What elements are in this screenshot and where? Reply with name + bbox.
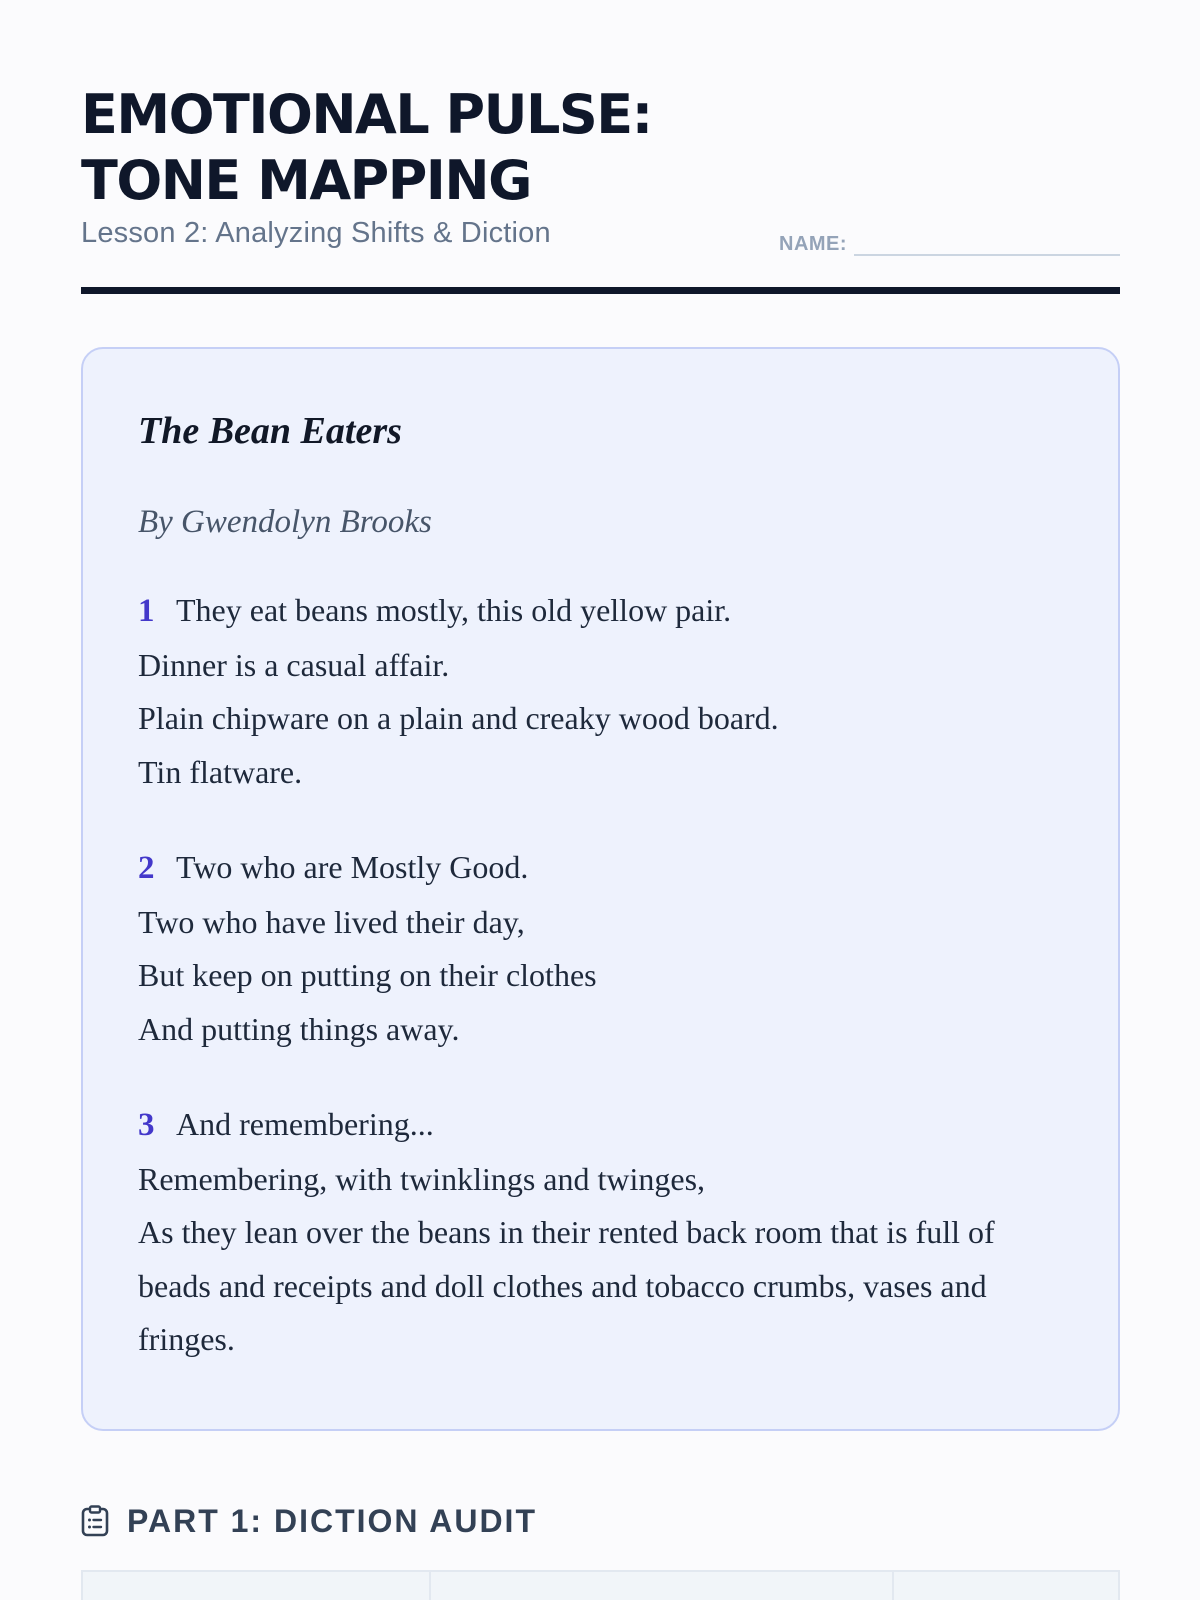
stanza-number: 3 bbox=[138, 1107, 155, 1143]
page-title-line-2: TONE MAPPING bbox=[81, 149, 531, 212]
stanza-line: But keep on putting on their clothes bbox=[138, 957, 597, 993]
stanza-line: Dinner is a casual affair. bbox=[138, 646, 450, 683]
line-text: And remembering... bbox=[176, 1106, 434, 1142]
line-text: They eat beans mostly, this old yellow pair. bbox=[176, 592, 732, 628]
table-column-divider bbox=[892, 1572, 894, 1600]
page-title-line-1: EMOTIONAL PULSE: bbox=[81, 83, 652, 146]
stanza-3 bbox=[138, 1098, 1068, 1367]
poem-author: By Gwendolyn Brooks bbox=[138, 504, 432, 540]
name-field[interactable] bbox=[779, 227, 1120, 257]
stanza-number: 2 bbox=[138, 850, 155, 886]
worksheet-header bbox=[81, 82, 1120, 294]
name-input-line[interactable] bbox=[854, 254, 1120, 256]
part-1-title: PART 1: DICTION AUDIT bbox=[127, 1503, 537, 1539]
stanza-1 bbox=[138, 584, 1068, 799]
poem-title: The Bean Eaters bbox=[138, 410, 402, 452]
stanza-line bbox=[138, 584, 1068, 639]
stanza-line: Two who have lived their day, bbox=[138, 903, 525, 940]
page-title bbox=[81, 82, 1120, 214]
stanza-line bbox=[138, 1098, 1068, 1153]
diction-audit-table bbox=[81, 1570, 1120, 1600]
stanza-line: Remembering, with twinklings and twinges, bbox=[138, 1160, 706, 1197]
stanza-line bbox=[138, 841, 1068, 896]
stanza-line: Plain chipware on a plain and creaky wood board. bbox=[138, 700, 779, 736]
header-divider bbox=[81, 287, 1120, 294]
stanza-line: Tin flatware. bbox=[138, 753, 303, 790]
stanza-line: As they lean over the beans in their rented back room that is full of beads and receipts and doll clothes and tobacco crumbs, vases and fringes. bbox=[138, 1214, 995, 1357]
stanza-number: 1 bbox=[138, 593, 155, 629]
line-text: Two who are Mostly Good. bbox=[176, 849, 529, 885]
part-1-heading bbox=[81, 1500, 781, 1540]
worksheet-page bbox=[81, 0, 1120, 1600]
poem-card bbox=[81, 347, 1120, 1431]
clipboard-icon bbox=[81, 1505, 109, 1537]
stanza-line: And putting things away. bbox=[138, 1010, 460, 1047]
lesson-subtitle: Lesson 2: Analyzing Shifts & Diction bbox=[81, 217, 551, 249]
table-column-divider bbox=[429, 1572, 431, 1600]
name-label: NAME: bbox=[779, 233, 848, 255]
stanza-2 bbox=[138, 841, 1068, 1056]
